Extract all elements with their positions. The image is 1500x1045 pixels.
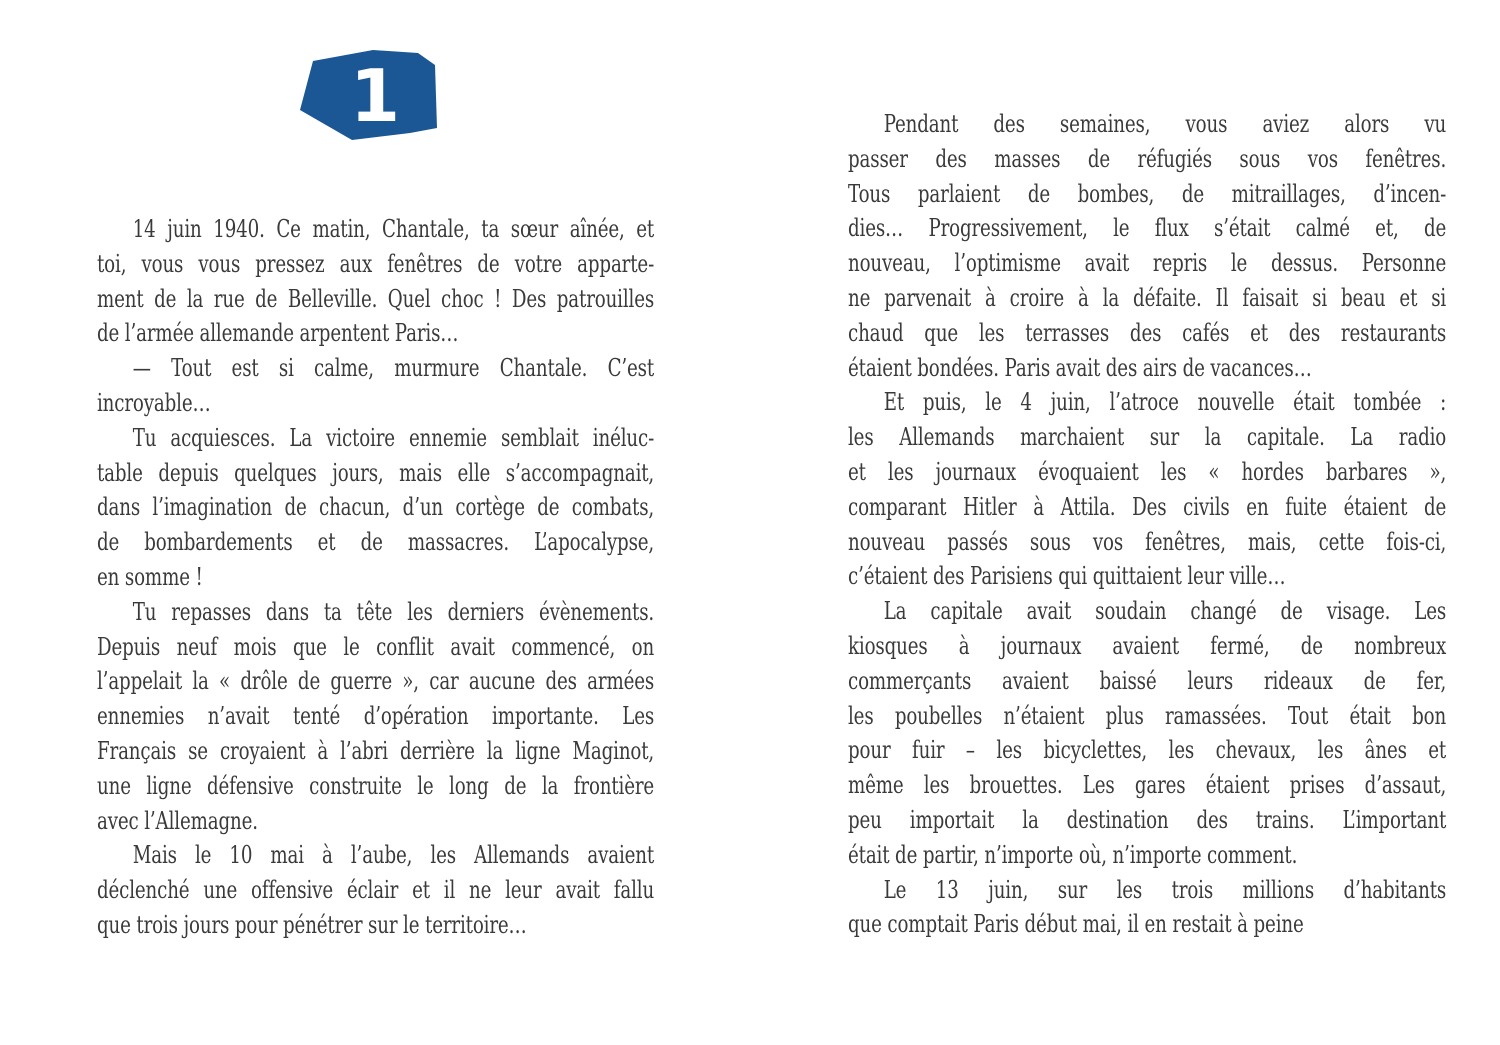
text-line: que comptait Paris début mai, il en restait à peine bbox=[848, 910, 1304, 939]
paragraph bbox=[97, 212, 654, 351]
text-line: commerçants avaient baissé leurs rideaux de fer, bbox=[848, 666, 1447, 695]
text-line: Depuis neuf mois que le conflit avait commencé, on bbox=[97, 632, 655, 661]
text-line: Français se croyaient à l’abri derrière la ligne Maginot, bbox=[97, 736, 655, 765]
paragraph bbox=[97, 838, 654, 942]
paragraph bbox=[848, 873, 1446, 943]
text-line: Tu repasses dans ta tête les derniers évènements. bbox=[132, 597, 655, 626]
text-line: étaient bondées. Paris avait des airs de vacances… bbox=[848, 353, 1312, 382]
text-line: Tu acquiesces. La victoire ennemie semblait inéluc- bbox=[132, 423, 655, 452]
text-line: ennemies n’avait tenté d’opération importante. Les bbox=[97, 702, 655, 731]
text-line: de bombardements et de massacres. L’apocalypse, bbox=[97, 528, 655, 557]
left-page-text bbox=[97, 212, 654, 943]
text-line: Tous parlaient de bombes, de mitraillages, d’incen- bbox=[848, 179, 1447, 208]
text-line: les poubelles n’étaient plus ramassées. Tout était bon bbox=[848, 701, 1447, 730]
text-line: avec l’Allemagne. bbox=[97, 806, 258, 835]
text-line: incroyable… bbox=[97, 388, 211, 417]
text-line: dans l’imagination de chacun, d’un cortège de combats, bbox=[97, 493, 655, 522]
text-line: était de partir, n’importe où, n’importe comment. bbox=[848, 840, 1298, 869]
text-line: ne parvenait à croire à la défaite. Il faisait si beau et si bbox=[848, 283, 1447, 312]
paragraph bbox=[97, 421, 654, 595]
text-line: chaud que les terrasses des cafés et des restaurants bbox=[848, 318, 1447, 347]
text-line: les Allemands marchaient sur la capitale. La radio bbox=[848, 423, 1447, 452]
paragraph bbox=[848, 385, 1446, 594]
text-line: 14 juin 1940. Ce matin, Chantale, ta sœur aînée, et bbox=[132, 215, 655, 243]
text-line: même les brouettes. Les gares étaient prises d’assaut, bbox=[848, 771, 1447, 800]
text-line: l’appelait la « drôle de guerre », car aucune des armées bbox=[97, 667, 655, 696]
text-line: passer des masses de réfugiés sous vos fenêtres. bbox=[848, 144, 1447, 173]
text-line: Pendant des semaines, vous aviez alors vu bbox=[883, 110, 1447, 138]
paragraph bbox=[97, 595, 654, 839]
text-line: dies… Progressivement, le flux s’était calmé et, de bbox=[848, 214, 1447, 243]
chapter-number: 1 bbox=[349, 54, 401, 138]
chapter-number-badge bbox=[299, 49, 437, 140]
text-line: de l’armée allemande arpentent Paris… bbox=[97, 319, 459, 348]
text-line: peu importait la destination des trains. L’important bbox=[848, 805, 1447, 834]
text-line: déclenché une offensive éclair et il ne leur avait fallu bbox=[97, 876, 655, 905]
text-line: table depuis quelques jours, mais elle s’accompagnait, bbox=[97, 458, 655, 487]
text-line: nouveau, l’optimisme avait repris le dessus. Personne bbox=[848, 249, 1447, 278]
text-line: et les journaux évoquaient les « hordes barbares », bbox=[848, 457, 1447, 486]
text-line: — Tout est si calme, murmure Chantale. C’est bbox=[132, 354, 655, 383]
text-line: pour fuir – les bicyclettes, les chevaux, les ânes et bbox=[848, 736, 1447, 765]
paragraph bbox=[97, 351, 654, 421]
text-line: que trois jours pour pénétrer sur le territoire… bbox=[97, 910, 527, 939]
paragraph bbox=[848, 594, 1446, 872]
text-line: La capitale avait soudain changé de visage. Les bbox=[883, 597, 1447, 626]
text-line: en somme ! bbox=[97, 562, 203, 591]
text-line: ment de la rue de Belleville. Quel choc ! Des patrouilles bbox=[97, 284, 655, 313]
text-line: Et puis, le 4 juin, l’atroce nouvelle était tombée : bbox=[883, 388, 1447, 417]
text-line: toi, vous vous pressez aux fenêtres de votre apparte- bbox=[97, 249, 655, 278]
paragraph bbox=[848, 107, 1446, 385]
text-line: Mais le 10 mai à l’aube, les Allemands avaient bbox=[132, 841, 655, 870]
text-line: kiosques à journaux avaient fermé, de nombreux bbox=[848, 631, 1447, 660]
text-line: une ligne défensive construite le long de la frontière bbox=[97, 771, 655, 800]
text-line: comparant Hitler à Attila. Des civils en fuite étaient de bbox=[848, 492, 1447, 521]
right-page-text bbox=[848, 107, 1446, 942]
text-line: nouveau passés sous vos fenêtres, mais, cette fois-ci, bbox=[848, 527, 1447, 556]
text-line: c’étaient des Parisiens qui quittaient leur ville… bbox=[848, 562, 1286, 591]
text-line: Le 13 juin, sur les trois millions d’habitants bbox=[883, 875, 1447, 904]
